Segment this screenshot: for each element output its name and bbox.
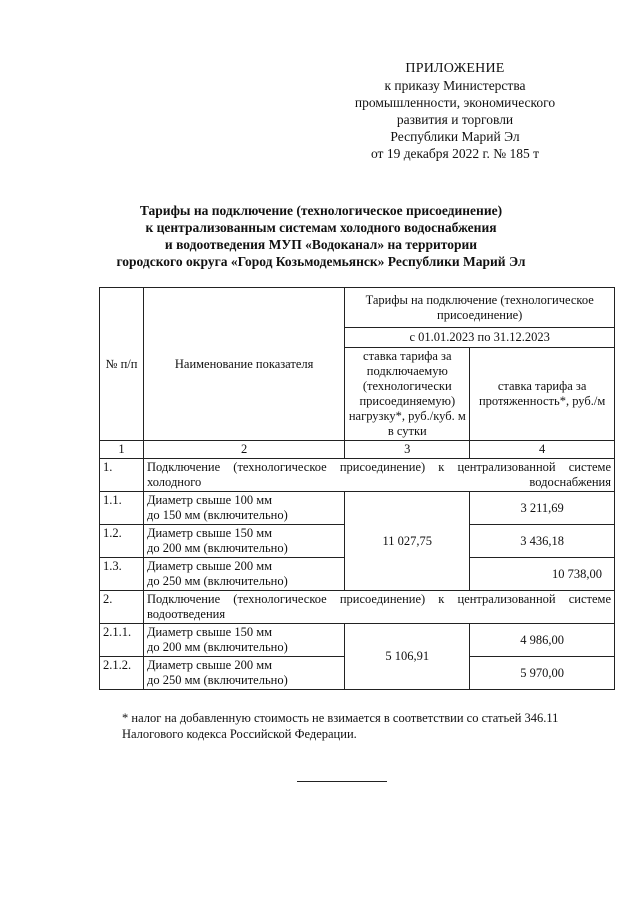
- title-line: к централизованным системам холодного водоснабжения: [145, 220, 497, 235]
- colnum-3: 3: [345, 441, 470, 459]
- appendix-line: к приказу Министерства: [384, 78, 526, 93]
- row-name: [143, 525, 344, 558]
- row-num: 2.1.1.: [100, 624, 144, 657]
- row-name-line: Диаметр свыше 100 мм: [146, 493, 273, 507]
- length-rate-value: 4 986,00: [470, 624, 615, 657]
- title-line: городского округа «Город Козьмодемьянск» Республики Марий Эл: [116, 254, 526, 269]
- appendix-title: ПРИЛОЖЕНИЕ: [405, 61, 505, 76]
- table-row: [100, 492, 615, 525]
- row-num: 1.1.: [100, 492, 144, 525]
- section-name: Подключение (технологическое присоединение) к централизованной системе холодного водоснабжения: [143, 459, 614, 492]
- section-num: 1.: [100, 459, 144, 492]
- row-name-line: до 200 мм (включительно): [146, 541, 288, 555]
- section-num: 2.: [100, 591, 144, 624]
- colnum-1: 1: [100, 441, 144, 459]
- section-row: [100, 459, 615, 492]
- table-row: [100, 624, 615, 657]
- row-name-line: до 200 мм (включительно): [146, 640, 288, 654]
- row-num: 1.3.: [100, 558, 144, 591]
- header-load-rate: ставка тарифа за подключаемую (технологически присоединяемую) нагрузку*, руб./куб. м в сутки: [345, 348, 470, 441]
- document-title: [96, 202, 546, 270]
- header-period: с 01.01.2023 по 31.12.2023: [345, 328, 615, 348]
- footnote: [122, 710, 592, 742]
- row-num: 1.2.: [100, 525, 144, 558]
- row-name-line: Диаметр свыше 150 мм: [146, 526, 273, 540]
- colnum-2: 2: [143, 441, 344, 459]
- row-name-line: до 250 мм (включительно): [146, 673, 288, 687]
- length-rate-value: 10 738,00: [470, 558, 615, 591]
- header-num: № п/п: [100, 288, 144, 441]
- section-name: Подключение (технологическое присоединение) к централизованной системе водоотведения: [143, 591, 614, 624]
- appendix-line: развития и торговли: [396, 112, 514, 127]
- row-name-line: Диаметр свыше 200 мм: [146, 559, 273, 573]
- row-name-line: до 250 мм (включительно): [146, 574, 288, 588]
- header-length-rate: ставка тарифа за протяженность*, руб./м: [470, 348, 615, 441]
- row-name: [143, 558, 344, 591]
- load-rate-value: 5 106,91: [345, 624, 470, 690]
- appendix-line: от 19 декабря 2022 г. № 185 т: [370, 146, 540, 161]
- length-rate-value: 3 436,18: [470, 525, 615, 558]
- row-name: [143, 492, 344, 525]
- title-line: Тарифы на подключение (технологическое присоединение): [139, 203, 503, 218]
- load-rate-value: 11 027,75: [345, 492, 470, 591]
- length-rate-value: 3 211,69: [470, 492, 615, 525]
- row-name: [143, 657, 344, 690]
- appendix-line: промышленности, экономического: [354, 95, 556, 110]
- row-name: [143, 624, 344, 657]
- footnote-line: * налог на добавленную стоимость не взимается в соответствии со статьей 346.11: [122, 711, 559, 725]
- appendix-block: [330, 60, 580, 162]
- row-num: 2.1.2.: [100, 657, 144, 690]
- header-tariffs: Тарифы на подключение (технологическое присоединение): [345, 288, 615, 328]
- row-name-line: Диаметр свыше 200 мм: [146, 658, 273, 672]
- header-name: Наименование показателя: [143, 288, 344, 441]
- section-row: [100, 591, 615, 624]
- title-line: и водоотведения МУП «Водоканал» на территории: [164, 237, 478, 252]
- row-name-line: до 150 мм (включительно): [146, 508, 288, 522]
- row-name-line: Диаметр свыше 150 мм: [146, 625, 273, 639]
- tariff-table: [99, 287, 615, 690]
- closing-divider: [297, 781, 387, 782]
- footnote-line: Налогового кодекса Российской Федерации.: [122, 727, 357, 741]
- length-rate-value: 5 970,00: [470, 657, 615, 690]
- colnum-4: 4: [470, 441, 615, 459]
- appendix-line: Республики Марий Эл: [390, 129, 520, 144]
